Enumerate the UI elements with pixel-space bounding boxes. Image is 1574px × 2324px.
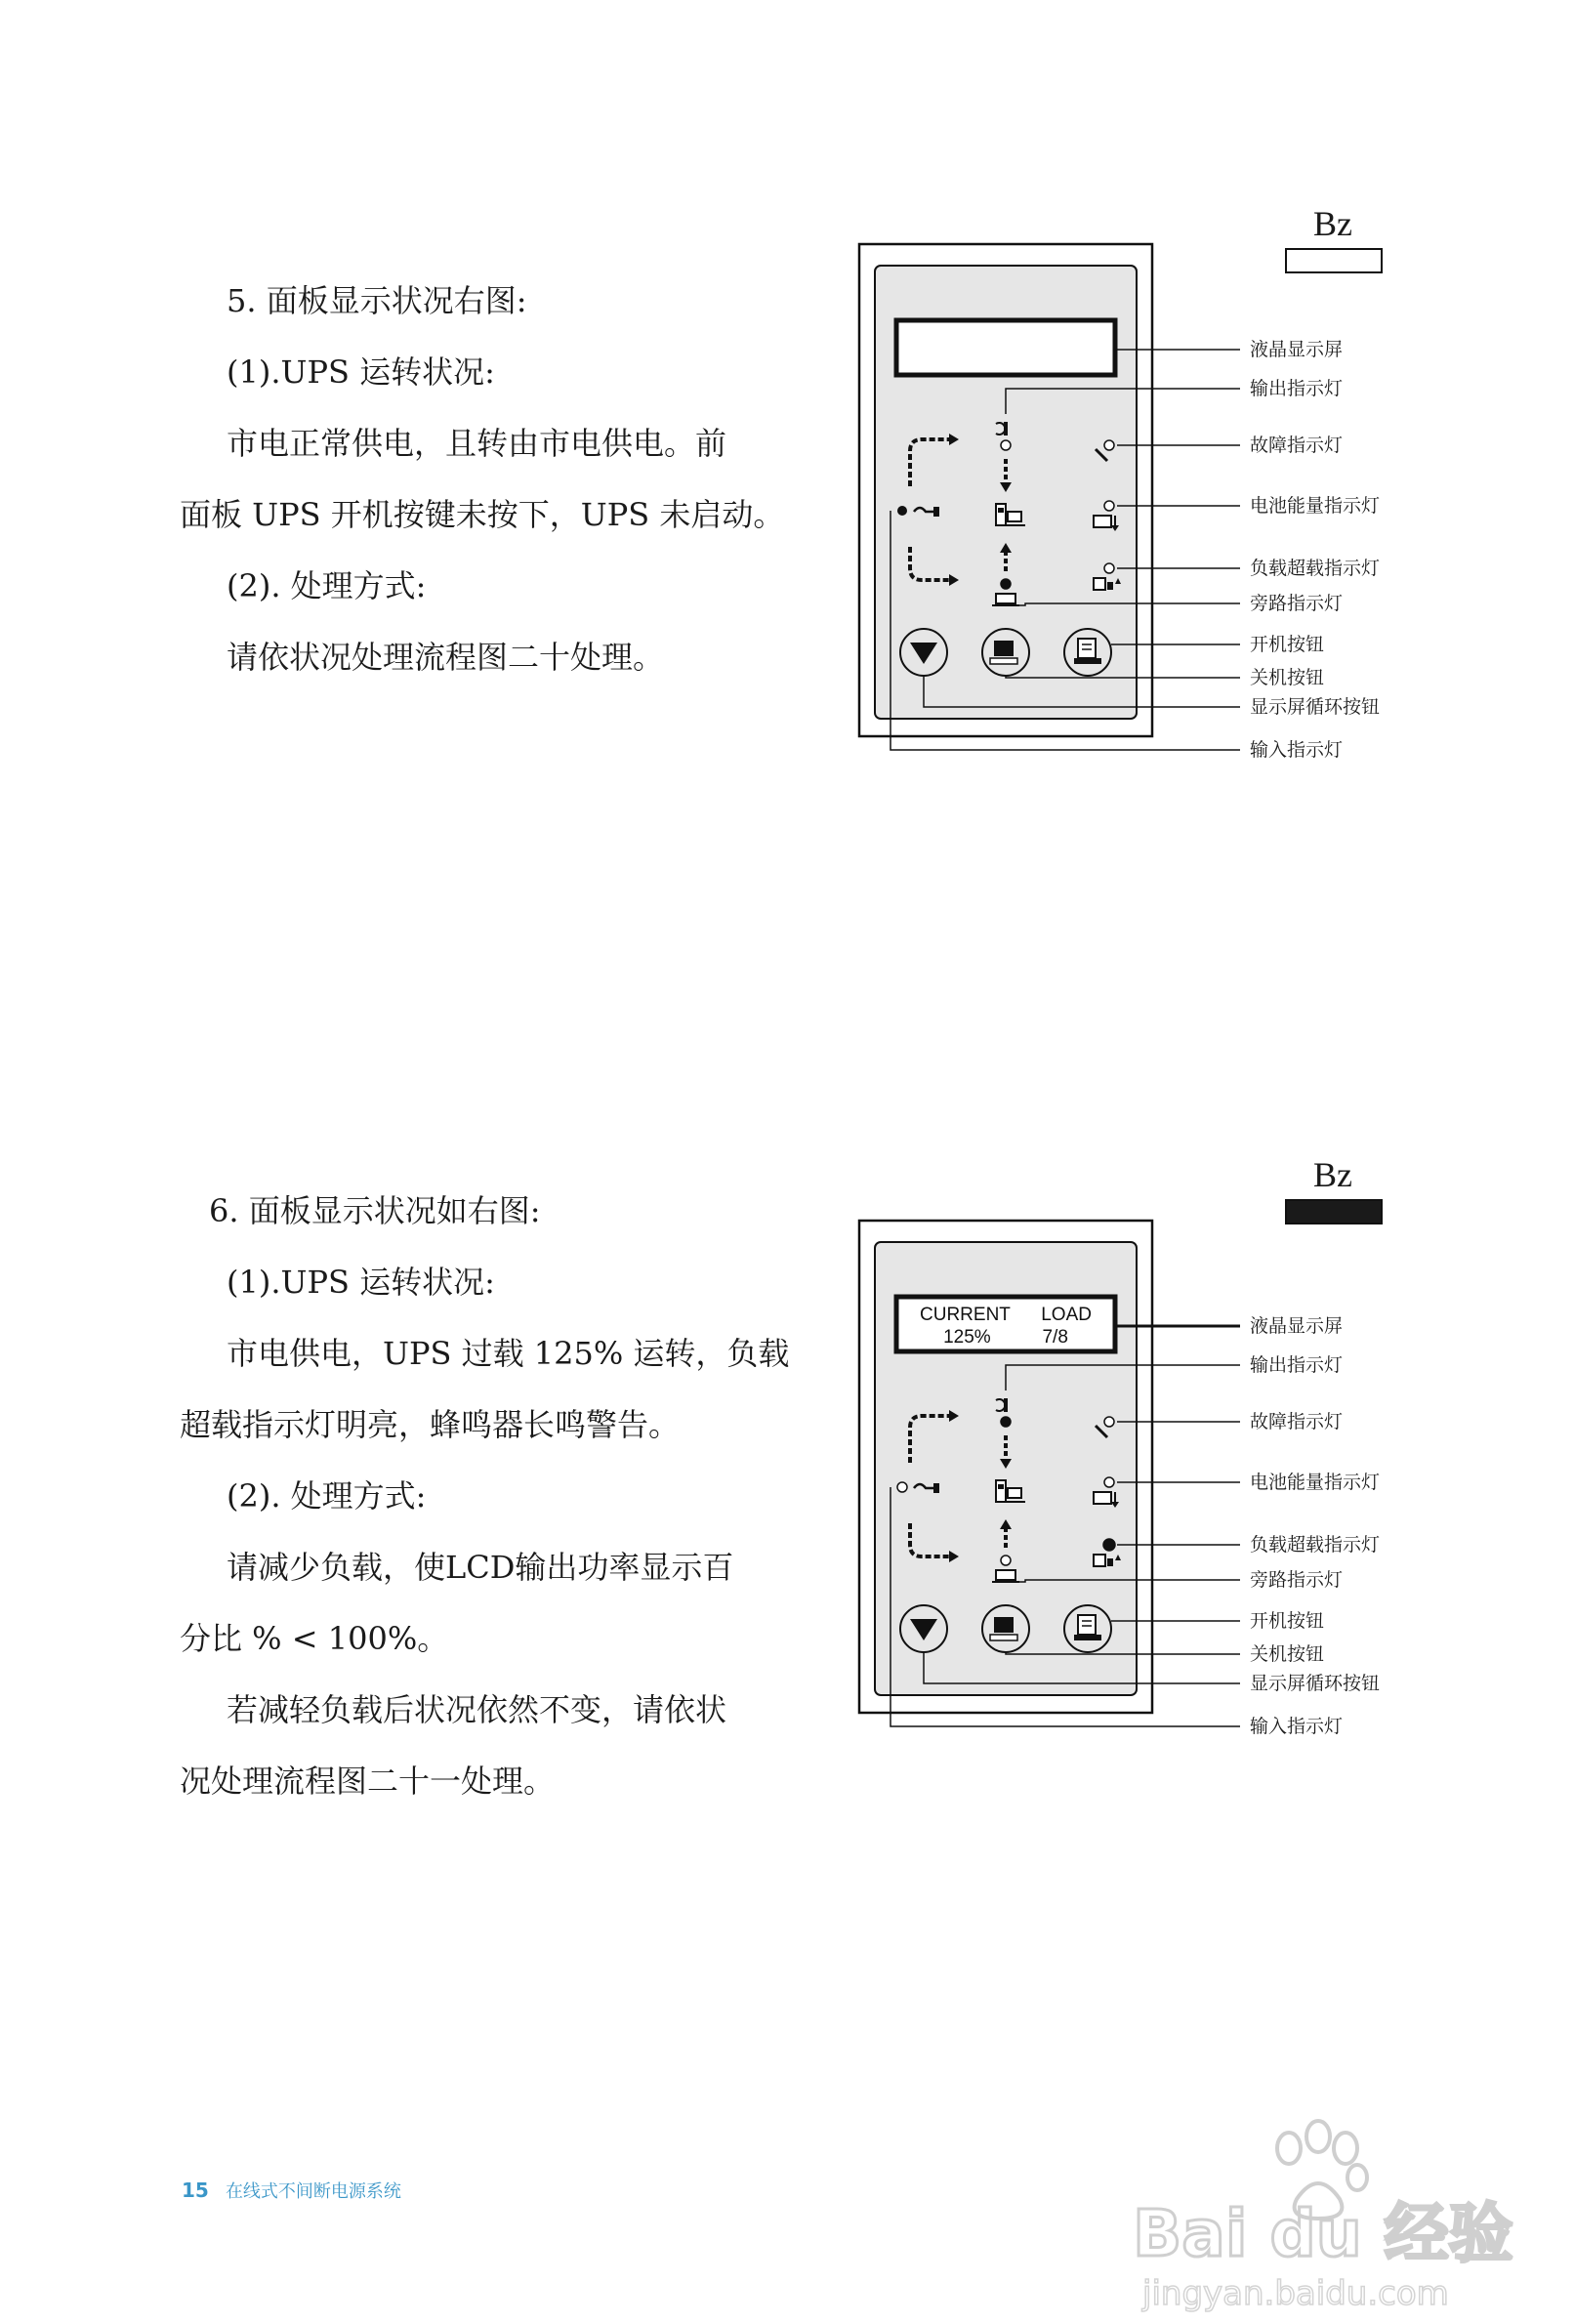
overload-led — [1104, 563, 1114, 573]
label-output-led: 输出指示灯 — [1250, 378, 1344, 399]
output-led — [1001, 1417, 1011, 1427]
label-fault-led: 故障指示灯 — [1250, 1411, 1344, 1432]
bz-label-2: Bz — [1313, 1155, 1352, 1194]
label-bypass-led: 旁路指示灯 — [1250, 1569, 1344, 1591]
page-number: 15 — [182, 2179, 209, 2202]
panel-diagram-1 — [849, 242, 1435, 789]
label-scroll-button: 显示屏循环按钮 — [1250, 1673, 1381, 1694]
scroll-button[interactable] — [900, 1605, 947, 1652]
label-lcd: 液晶显示屏 — [1250, 1315, 1344, 1337]
computer-icon — [994, 641, 1014, 656]
panel-diagram-1-svg — [849, 242, 1435, 789]
section2-line-1: 6. 面板显示状况如右图: — [209, 1192, 541, 1229]
fault-led — [1104, 440, 1114, 450]
overload-led-lit — [1103, 1539, 1115, 1551]
panel-diagram-2-svg — [849, 1219, 1435, 1765]
section1-line-4: 面板 UPS 开机按键未按下，UPS 未启动。 — [180, 496, 785, 533]
section2-line-9: 况处理流程图二十一处理。 — [180, 1763, 556, 1800]
label-off-button: 关机按钮 — [1250, 1643, 1325, 1665]
section2-line-4: 超载指示灯明亮，蜂鸣器长鸣警告。 — [180, 1406, 681, 1443]
section1-line-6: 请依状况处理流程图二十处理。 — [227, 639, 665, 676]
label-output-led: 输出指示灯 — [1250, 1354, 1344, 1376]
label-overload-led: 负载超载指示灯 — [1250, 558, 1381, 579]
bypass-led — [1001, 579, 1011, 589]
section1-line-1: 5. 面板显示状况右图: — [227, 282, 527, 319]
label-off-button: 关机按钮 — [1250, 667, 1325, 688]
lcd-line-2: 125% 7/8 — [943, 1327, 1068, 1348]
label-battery-led: 电池能量指示灯 — [1250, 1472, 1381, 1493]
input-led — [897, 1482, 907, 1492]
page-footer — [182, 2178, 401, 2203]
on-button[interactable] — [1064, 1605, 1111, 1652]
output-led — [1001, 440, 1011, 450]
section2-line-7: 分比 % < 100%。 — [180, 1620, 449, 1657]
document-icon — [1078, 1615, 1096, 1635]
label-fault-led: 故障指示灯 — [1250, 435, 1344, 456]
bypass-led — [1001, 1556, 1011, 1565]
footer-title: 在线式不间断电源系统 — [225, 2181, 401, 2202]
section2-line-2: (1).UPS 运转状况: — [227, 1264, 495, 1301]
battery-led — [1104, 501, 1114, 511]
section1-line-5: (2). 处理方式: — [227, 567, 427, 604]
document-icon — [1078, 639, 1096, 658]
label-lcd: 液晶显示屏 — [1250, 339, 1344, 360]
section1-line-2: (1).UPS 运转状况: — [227, 353, 495, 391]
label-bypass-led: 旁路指示灯 — [1250, 593, 1344, 614]
off-button[interactable] — [982, 629, 1029, 676]
panel-diagram-2 — [849, 1219, 1435, 1765]
label-on-button: 开机按钮 — [1250, 634, 1325, 655]
baidu-watermark — [1123, 2109, 1553, 2314]
battery-led — [1104, 1477, 1114, 1487]
lcd-screen — [896, 320, 1115, 375]
on-button[interactable] — [1064, 629, 1111, 676]
label-scroll-button: 显示屏循环按钮 — [1250, 696, 1381, 718]
off-button[interactable] — [982, 1605, 1029, 1652]
section2-line-8: 若减轻负载后状况依然不变，请依状 — [227, 1691, 727, 1728]
bypass-icon — [992, 594, 1019, 605]
label-on-button: 开机按钮 — [1250, 1610, 1325, 1632]
scroll-button[interactable] — [900, 629, 947, 676]
watermark-brand: Bai du 经验 — [1133, 2196, 1513, 2271]
section1-line-3: 市电正常供电，且转由市电供电。前 — [227, 425, 727, 462]
section2-line-3: 市电供电，UPS 过载 125% 运转，负载 — [227, 1335, 790, 1372]
baidu-paw-logo — [1123, 2109, 1553, 2314]
section2-line-6: 请减少负载，使LCD输出功率显示百 — [227, 1549, 734, 1586]
computer-icon — [994, 1617, 1014, 1633]
label-battery-led: 电池能量指示灯 — [1250, 495, 1381, 517]
bypass-icon — [992, 1570, 1019, 1582]
label-input-led: 输入指示灯 — [1250, 739, 1344, 761]
section2-line-5: (2). 处理方式: — [227, 1477, 427, 1515]
label-overload-led: 负载超载指示灯 — [1250, 1534, 1381, 1556]
input-led — [897, 506, 907, 516]
fault-led — [1104, 1417, 1114, 1427]
watermark-url: jingyan.baidu.com — [1142, 2274, 1449, 2313]
label-input-led: 输入指示灯 — [1250, 1716, 1344, 1737]
bz-label-1: Bz — [1313, 204, 1352, 243]
lcd-line-1: CURRENT LOAD — [920, 1305, 1092, 1325]
